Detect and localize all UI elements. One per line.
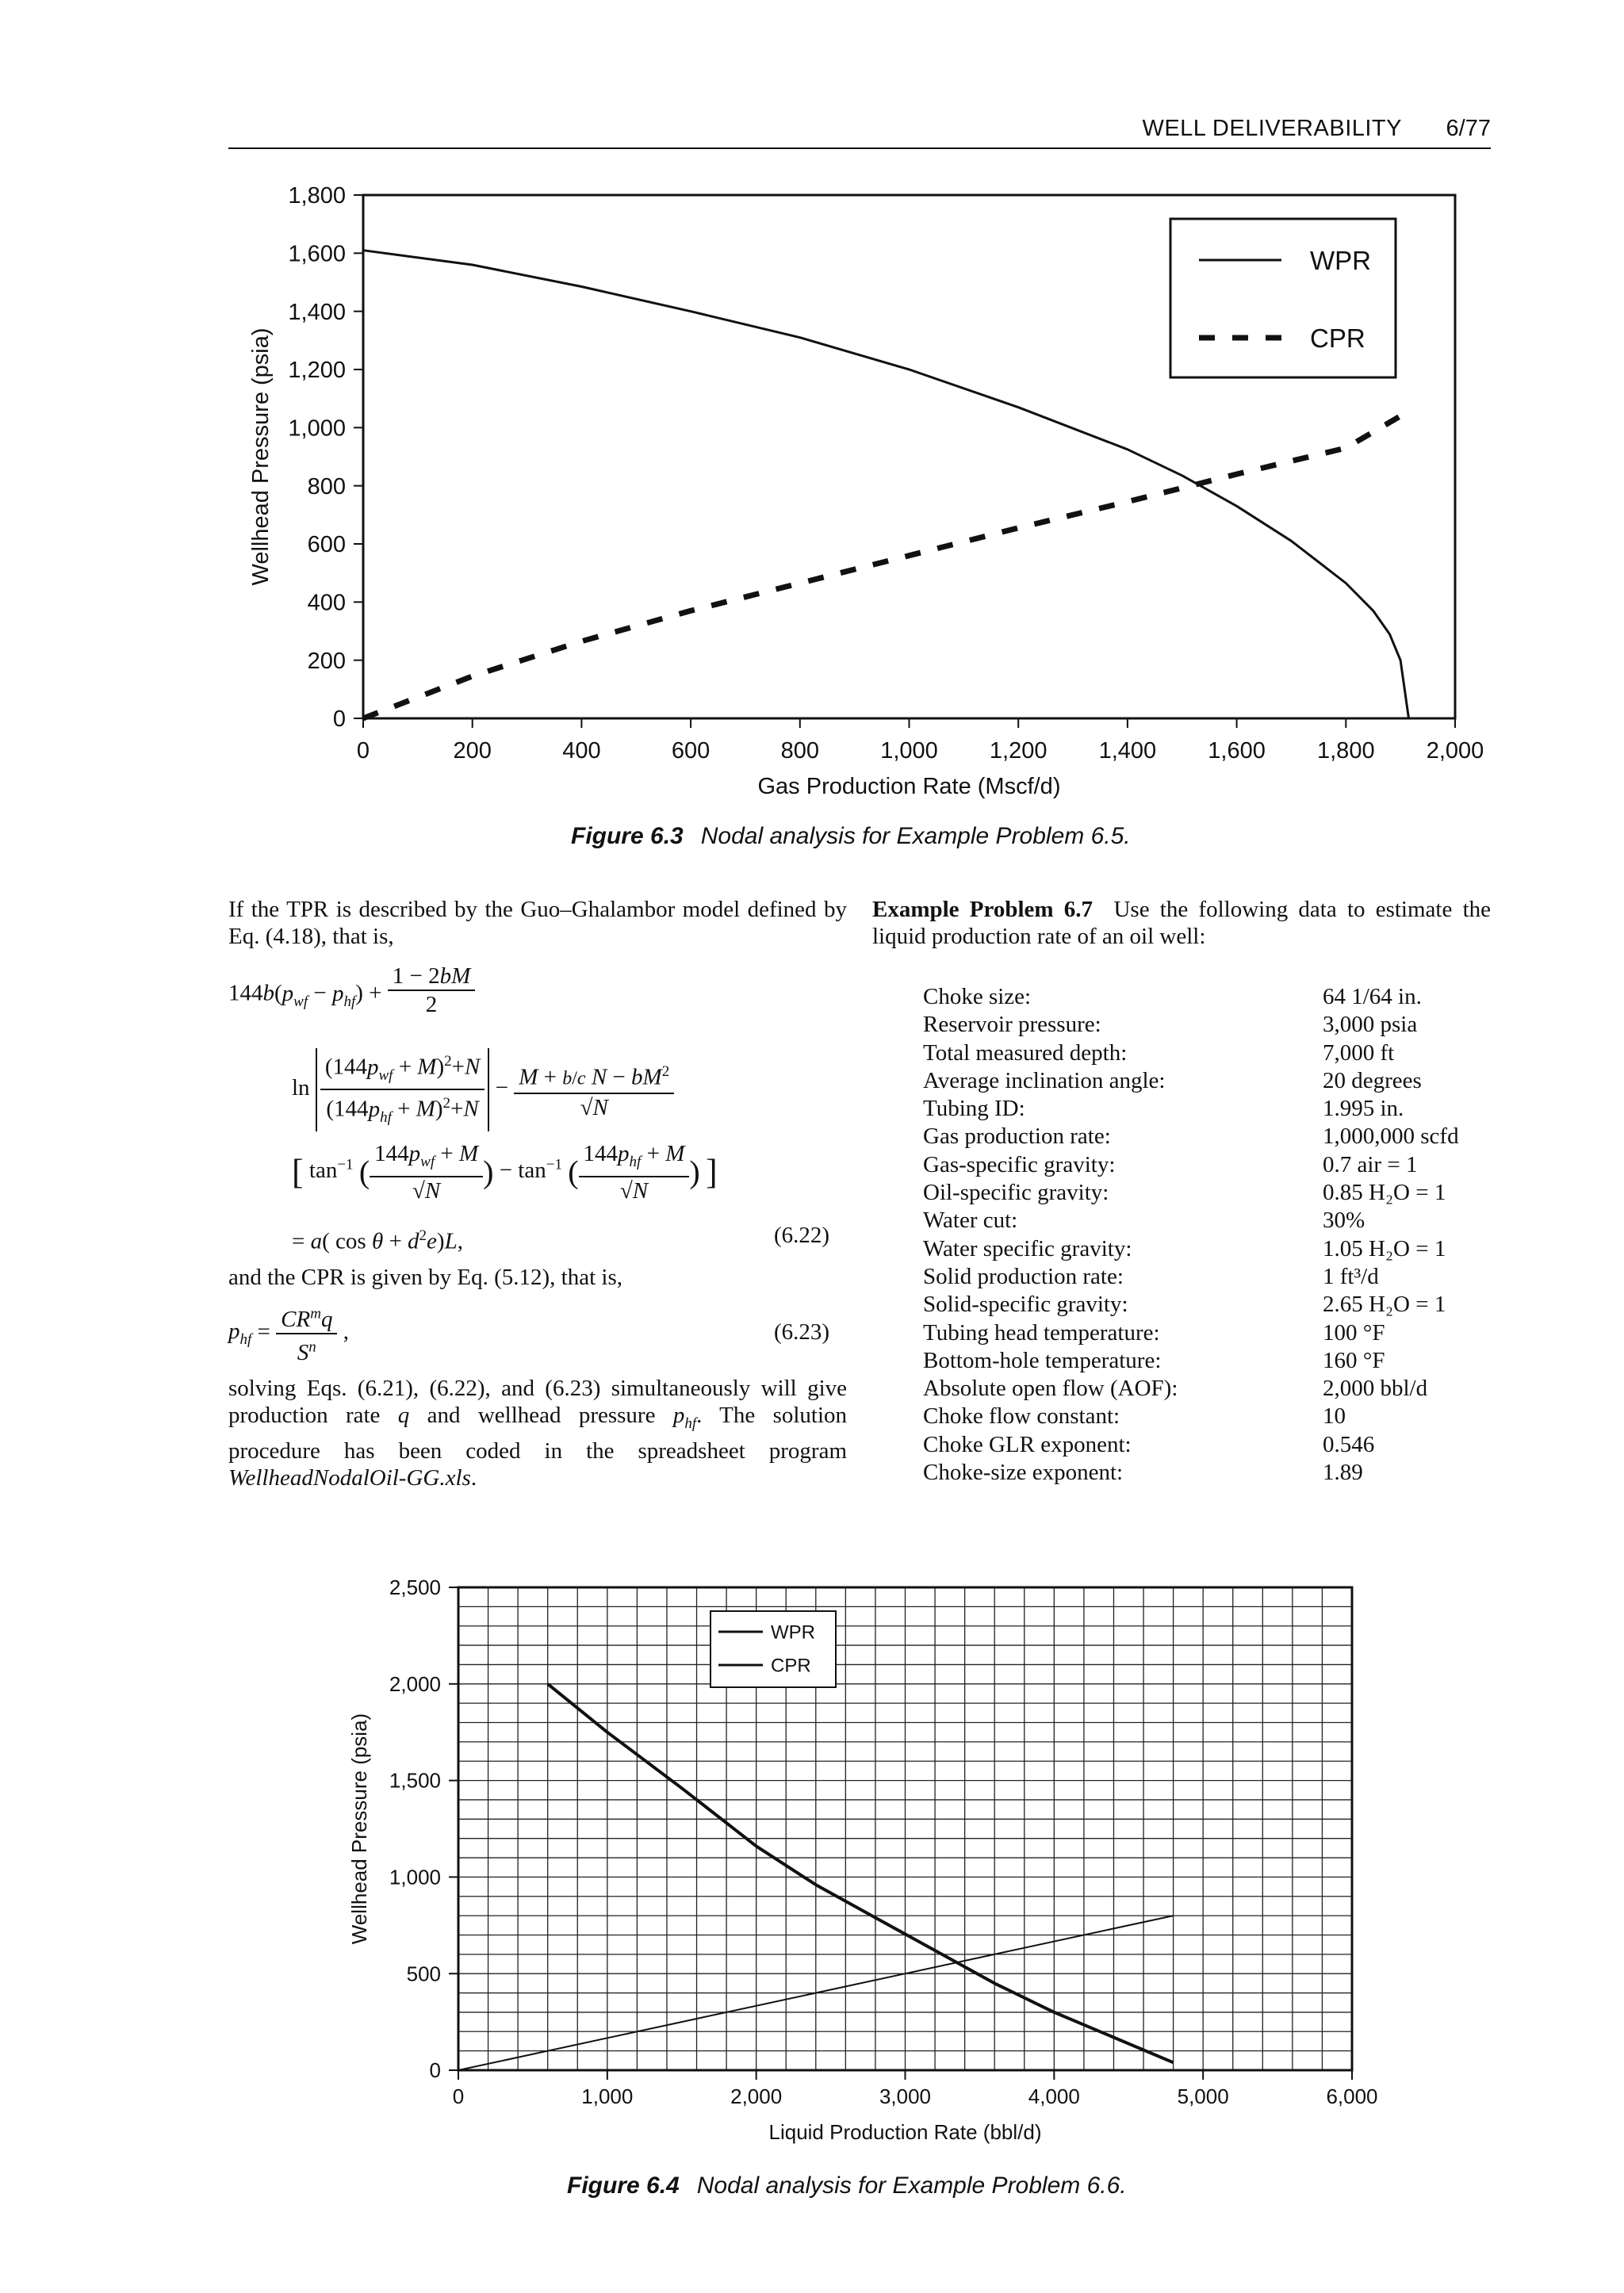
running-header-title: WELL DELIVERABILITY <box>1142 116 1402 141</box>
y-tick-label: 1,600 <box>288 241 346 267</box>
data-row-label: Absolute open flow (AOF): <box>923 1376 1178 1402</box>
data-row-value: 0.546 <box>1323 1431 1375 1457</box>
legend-cpr-label: CPR <box>771 1655 811 1677</box>
x-tick-label: 0 <box>452 2084 465 2108</box>
x-tick-label: 4,000 <box>1028 2084 1080 2108</box>
figure-6-4-number: Figure 6.4 <box>567 2172 680 2199</box>
x-tick-label: 1,800 <box>1317 738 1375 764</box>
y-tick-label: 400 <box>307 590 346 616</box>
data-row <box>923 1403 1491 1430</box>
data-row-label: Choke-size exponent: <box>923 1460 1124 1486</box>
data-row-label: Total measured depth: <box>923 1039 1128 1066</box>
input-data-table <box>923 983 1491 1487</box>
y-tick-label: 0 <box>332 706 346 733</box>
data-row-value: 30% <box>1323 1208 1365 1234</box>
data-row-value: 64 1/64 in. <box>1323 984 1422 1009</box>
data-row <box>923 1039 1491 1067</box>
data-row-value: 2,000 bbl/d <box>1323 1376 1428 1402</box>
page-number: 6/77 <box>1446 116 1491 141</box>
y-tick-label: 600 <box>307 532 346 558</box>
data-row-label: Tubing head temperature: <box>923 1319 1160 1346</box>
example-problem-text: Use the following data to estimate the liquid production rate of an oil well: <box>872 897 1491 949</box>
y-axis-title: Wellhead Pressure (psia) <box>347 1713 371 1945</box>
data-row-value: 2.65 H₂O = 1 <box>1323 1292 1446 1318</box>
x-axis-title: Gas Production Rate (Mscf/d) <box>757 774 1061 799</box>
y-tick-label: 1,800 <box>288 183 346 209</box>
solution-text-2: and wellhead pressure <box>427 1403 656 1428</box>
equation-6-23-number: (6.23) <box>774 1319 830 1345</box>
y-tick-label: 2,000 <box>389 1671 441 1696</box>
equation-6-23: $p_{hf}$ = $\frac{CR^mq}{S^n}$ , <box>228 1300 349 1366</box>
data-row-value: 1.89 <box>1323 1460 1363 1486</box>
data-row <box>923 1431 1491 1459</box>
left-column-intro <box>228 896 847 950</box>
legend-cpr-label: CPR <box>1310 323 1365 353</box>
data-row-value: 20 degrees <box>1323 1067 1422 1093</box>
x-tick-label: 1,400 <box>1098 738 1157 764</box>
data-row-label: Oil-specific gravity: <box>923 1180 1109 1206</box>
data-row-label: Solid-specific gravity: <box>923 1292 1128 1318</box>
legend-box <box>1170 219 1396 377</box>
cpr-intro-text: and the CPR is given by Eq. (5.12), that is, <box>228 1265 622 1290</box>
x-tick-label: 1,600 <box>1208 738 1266 764</box>
data-row-label: Water cut: <box>923 1208 1018 1234</box>
data-row-value: 1 ft³/d <box>1323 1263 1379 1289</box>
data-row-label: Tubing ID: <box>923 1096 1025 1122</box>
x-tick-label: 2,000 <box>1426 738 1484 764</box>
data-row <box>923 1011 1491 1039</box>
legend-wpr-label: WPR <box>1310 245 1371 275</box>
data-row-label: Average inclination angle: <box>923 1067 1166 1093</box>
data-row <box>923 1319 1491 1347</box>
y-tick-label: 1,000 <box>288 415 346 442</box>
data-row-label: Gas production rate: <box>923 1124 1111 1150</box>
data-row-value: 1,000,000 scfd <box>1323 1124 1459 1150</box>
figure-6-3-number: Figure 6.3 <box>571 823 684 849</box>
data-row-value: 3,000 psia <box>1323 1012 1418 1038</box>
y-tick-label: 500 <box>406 1962 441 1986</box>
figure-6-4-chart <box>0 1554 1624 2157</box>
data-row-value: 7,000 ft <box>1323 1039 1395 1066</box>
intro-paragraph: If the TPR is described by the Guo–Ghalambor model defined by Eq. (4.18), that is, <box>228 897 847 949</box>
data-row-label: Solid production rate: <box>923 1263 1124 1289</box>
data-row <box>923 983 1491 1011</box>
data-row-value: 1.995 in. <box>1323 1096 1404 1122</box>
data-row <box>923 1179 1491 1207</box>
x-tick-label: 600 <box>671 738 710 764</box>
data-row <box>923 1151 1491 1179</box>
figure-6-3-caption <box>571 823 1131 850</box>
y-tick-label: 1,500 <box>389 1768 441 1793</box>
data-row-value: 1.05 H₂O = 1 <box>1323 1235 1446 1261</box>
data-row-value: 0.7 air = 1 <box>1323 1151 1418 1177</box>
data-row <box>923 1375 1491 1403</box>
data-row-value: 160 °F <box>1323 1347 1385 1373</box>
data-row-label: Bottom-hole temperature: <box>923 1347 1162 1373</box>
example-problem-label: Example Problem 6.7 <box>872 897 1094 922</box>
x-tick-label: 200 <box>453 738 492 764</box>
data-row <box>923 1067 1491 1095</box>
data-row-value: 0.85 H₂O = 1 <box>1323 1180 1446 1206</box>
data-row-label: Gas-specific gravity: <box>923 1151 1116 1177</box>
data-row <box>923 1123 1491 1150</box>
solution-paragraph: solving Eqs. (6.21), (6.22), and (6.23) simultaneously will give production rate q and wellhead pressure $p_{hf}$. The solution procedure has been coded in the spreadsheet program WellheadNodalOil-GG.xls. <box>228 1376 848 1491</box>
solution-text-end: . <box>470 1464 477 1491</box>
data-row-label: Choke flow constant: <box>923 1403 1120 1430</box>
data-row <box>923 1207 1491 1235</box>
data-row-label: Choke size: <box>923 984 1032 1009</box>
y-tick-label: 1,000 <box>389 1865 441 1889</box>
y-axis-title: Wellhead Pressure (psia) <box>248 327 274 586</box>
y-tick-label: 800 <box>307 473 346 500</box>
cpr-intro <box>228 1264 847 1291</box>
data-row-label: Water specific gravity: <box>923 1235 1132 1261</box>
x-tick-label: 6,000 <box>1326 2084 1378 2108</box>
solution-text-3: The solution procedure has been coded in the spreadsheet program <box>228 1403 848 1464</box>
data-row <box>923 1291 1491 1319</box>
x-axis-title: Liquid Production Rate (bbl/d) <box>768 2120 1042 2144</box>
figure-6-3-chart <box>0 0 1624 840</box>
x-tick-label: 1,000 <box>581 2084 634 2108</box>
spreadsheet-filename: WellheadNodalOil-GG.xls <box>228 1464 471 1491</box>
figure-6-3-caption-text: Nodal analysis for Example Problem 6.5. <box>700 823 1131 849</box>
data-row <box>923 1235 1491 1263</box>
data-row-value: 10 <box>1323 1403 1346 1430</box>
y-tick-label: 2,500 <box>389 1575 441 1600</box>
y-tick-label: 0 <box>429 2058 441 2083</box>
data-row-label: Reservoir pressure: <box>923 1012 1101 1038</box>
legend-wpr-label: WPR <box>771 1621 815 1644</box>
data-row <box>923 1459 1491 1487</box>
figure-6-4-caption-text: Nodal analysis for Example Problem 6.6. <box>696 2172 1127 2199</box>
x-tick-label: 400 <box>562 738 601 764</box>
example-problem-6-7 <box>872 896 1491 950</box>
series-wpr-line <box>548 1684 1174 2063</box>
x-tick-label: 1,000 <box>880 738 938 764</box>
series-cpr-line <box>363 416 1400 718</box>
x-tick-label: 5,000 <box>1177 2084 1229 2108</box>
data-row-label: Choke GLR exponent: <box>923 1431 1132 1457</box>
y-tick-label: 1,200 <box>288 358 346 384</box>
x-tick-label: 1,200 <box>989 738 1048 764</box>
equation-6-22-number: (6.22) <box>774 1223 830 1248</box>
x-tick-label: 3,000 <box>879 2084 932 2108</box>
data-row <box>923 1263 1491 1291</box>
data-row-value: 100 °F <box>1323 1319 1385 1346</box>
x-tick-label: 2,000 <box>730 2084 783 2108</box>
data-row <box>923 1095 1491 1123</box>
x-tick-label: 0 <box>356 738 370 764</box>
solution-text-1: solving Eqs. (6.21), (6.22), and (6.23) simultaneously will give production rate <box>228 1376 847 1428</box>
figure-6-4-caption <box>567 2172 1127 2199</box>
data-row <box>923 1347 1491 1375</box>
y-tick-label: 1,400 <box>288 299 346 325</box>
x-tick-label: 800 <box>780 738 819 764</box>
y-tick-label: 200 <box>307 648 346 674</box>
